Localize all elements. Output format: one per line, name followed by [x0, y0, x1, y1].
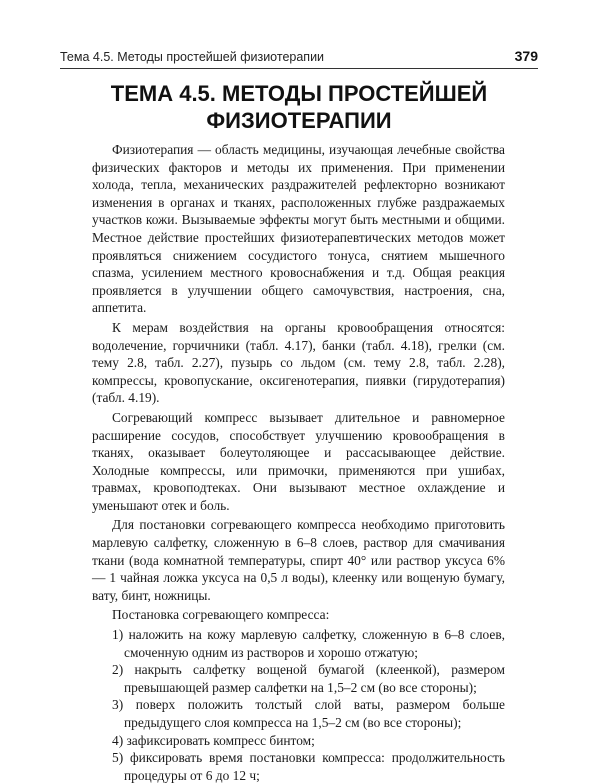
steps-list [92, 626, 505, 784]
running-title: Тема 4.5. Методы простейшей физиотерапии [60, 50, 325, 64]
body-text [92, 141, 505, 784]
paragraph-preparation: Для постановки согревающего компресса необходимо приготовить марлевую салфетку, сложенную в 6–8 слоев, раствор для смачивания ткани (вода комнатной температуры, спирт 40° или раствор уксуса 6% — 1 чайная ложка уксуса на 0,5 л воды), клеенку или вощеную бумагу, вату, бинт, ножницы. [92, 517, 505, 603]
chapter-title [60, 80, 538, 134]
chapter-title-line-1: ТЕМА 4.5. МЕТОДЫ ПРОСТЕЙШЕЙ [110, 81, 488, 106]
paragraph-circulation: К мерам воздействия на органы кровообращения относятся: водолечение, горчичники (табл. 4.17), банки (табл. 4.18), грелки (см. тему 2.8, табл. 2.27), пузырь со льдом (см. тему 2.8, табл. 2.28), компрессы, кровопускание, оксигенотерапия, пиявки (гирудотерапия) (табл. 4.19). [92, 319, 505, 406]
list-item: 3) поверх положить толстый слой ваты, размером больше предыдущего слоя компресса на 1,5–2 см (во все стороны); [112, 697, 505, 730]
page-number: 379 [514, 48, 538, 64]
list-item: 2) накрыть салфетку вощеной бумагой (клеенкой), размером превышающей размер салфетки на 1,5–2 см (во все стороны); [112, 662, 505, 695]
paragraph-steps-heading: Постановка согревающего компресса: [112, 607, 330, 623]
paragraph-compress: Согревающий компресс вызывает длительное и равномерное расширение сосудов, способствует улучшению кровообращения в тканях, оказывает болеутоляющее и рассасывающее действие. Холодные компрессы, или примочки, применяются при ушибах, травмах, кровоподтеках. Они вызывают местное охлаждение и уменьшают отек и боль. [92, 409, 505, 513]
list-item: 1) наложить на кожу марлевую салфетку, сложенную в 6–8 слоев, смоченную одним из растворов и хорошо отжатую; [112, 627, 505, 660]
paragraph-intro: Физиотерапия — область медицины, изучающая лечебные свойства физических факторов и методы их применения. При применении холода, тепла, механических раздражителей рефлекторно возникают изменения в органах и тканях, расположенных глубже раздражаемых участков кожи. Вызываемые эффекты могут быть местными и общими. Местное действие простейших физиотерапевтических методов может проявляться снижением сосудистого тонуса, снятием мышечного спазма, усилением местного кровоснабжения и т.д. Общая реакция проявляется в улучшении общего самочувствия, настроения, сна, аппетита. [92, 142, 505, 316]
chapter-title-line-2: ФИЗИОТЕРАПИИ [206, 108, 392, 133]
list-item: 4) зафиксировать компресс бинтом; [112, 732, 315, 748]
running-header [60, 48, 538, 69]
list-item: 5) фиксировать время постановки компресса: продолжительность процедуры от 6 до 12 ч; [112, 750, 505, 783]
